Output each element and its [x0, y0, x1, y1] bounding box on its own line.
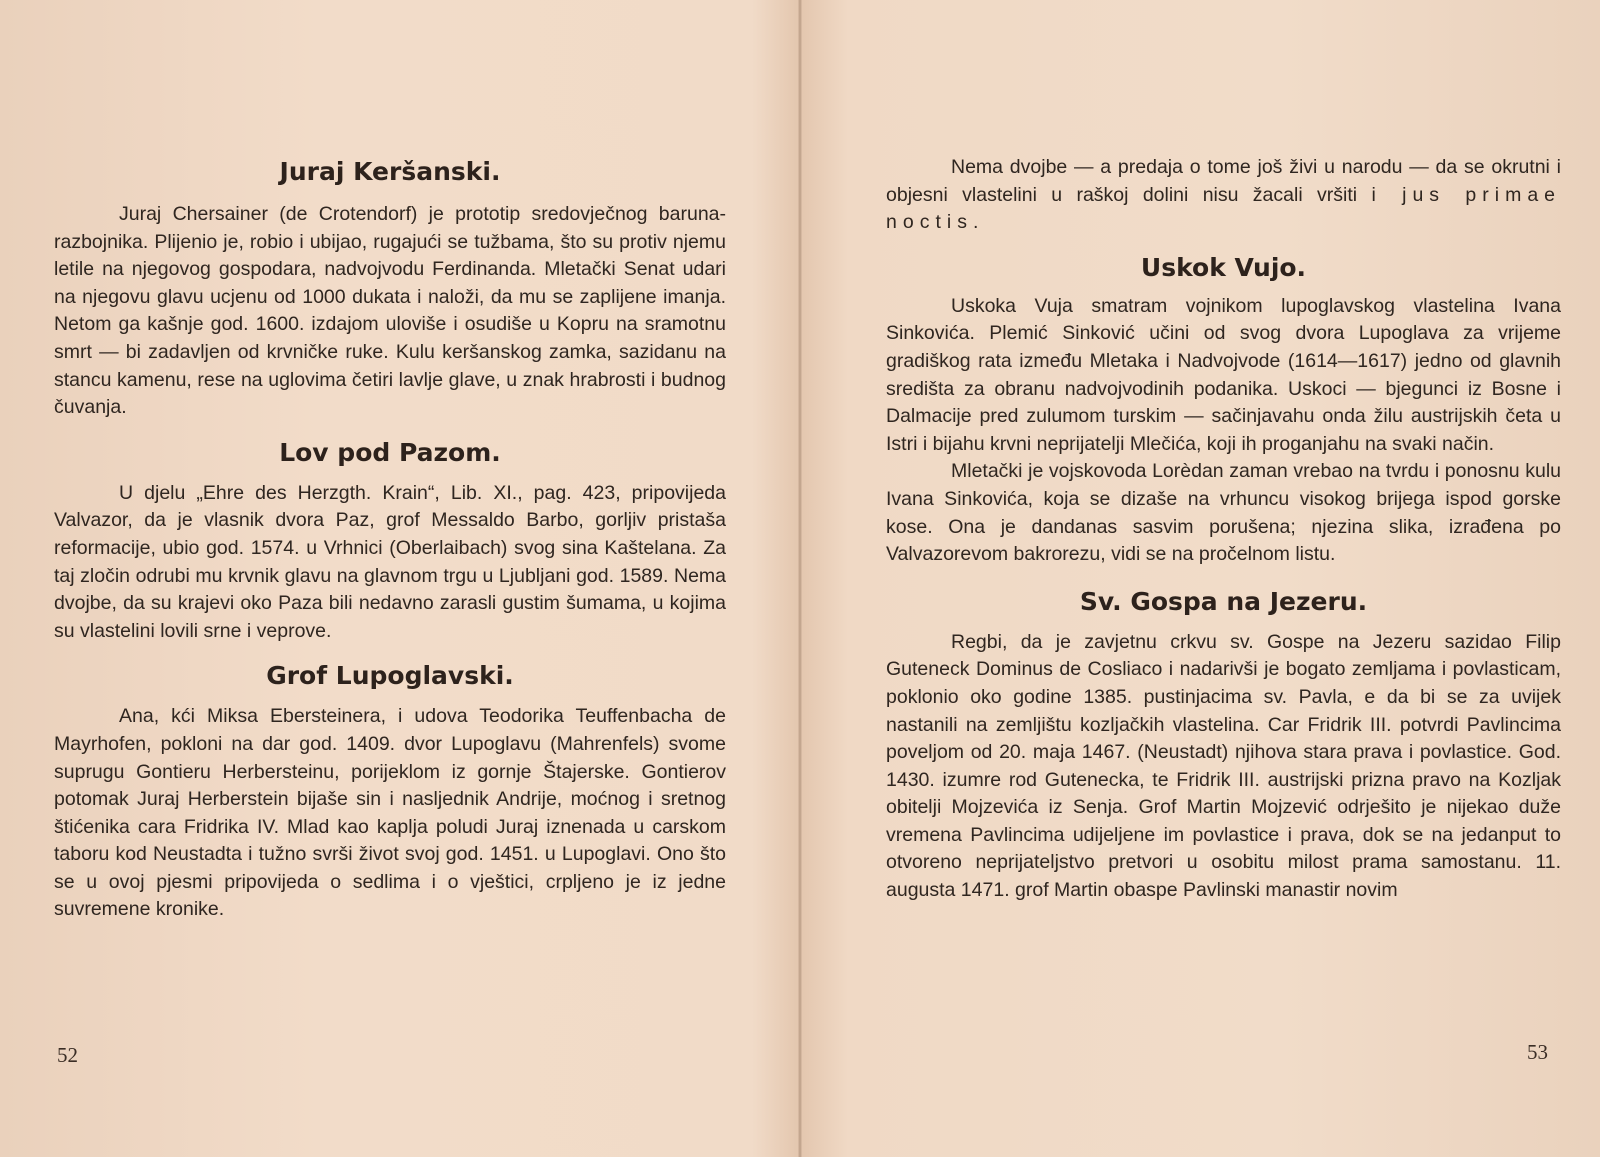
section-title-sv-gospa-na-jezeru: Sv. Gospa na Jezeru.: [1079, 586, 1368, 616]
paragraph: Mletački je vojskovoda Lorèdan zaman vrebao na tvrdu i ponosnu kulu Ivana Sinkovića, koja se dizaše na vrhuncu visokog brijega ispod gorske kose. Ona je dandanas sasvim porušena; njezina slika, izrađena po Valvazorevom bakrorezu, vidi se na pročelnom listu.: [886, 460, 1561, 566]
right-page: [886, 0, 1561, 1157]
page-number-left: 52: [57, 1043, 78, 1067]
section-title-grof-lupoglavski: Grof Lupoglavski.: [266, 661, 514, 691]
paragraph: Uskoka Vuja smatram vojnikom lupoglavskog vlastelina Ivana Sinkovića. Plemić Sinković učini od svog dvora Lupoglava za vrijeme gradiškog rata između Mletaka i Nadvojvode (1614—1617) jedno od glavnih središta za obranu nadvojvodinih podanika. Uskoci — bjegunci iz Bosne i Dalmacije pred zulumom turskim — sačinjavahu onda žilu austrijskih četa u Istri i bijahu krvni neprijatelji Mlečića, koji ih proganjahu na svaki način.: [886, 294, 1561, 455]
page-number-right: 53: [1527, 1040, 1548, 1064]
intro-paragraph: [886, 154, 1561, 237]
paragraph: Ana, kći Miksa Ebersteinera, i udova Teodorika Teuffenbacha de Mayrhofen, pokloni na dar god. 1409. dvor Lupoglavu (Mahrenfels) svome suprugu Gontieru Herbersteinu, porijeklom iz gornje Štajerske. Gontierov potomak Juraj Herberstein bijaše sin i nasljednik Andrije, moćnog i sretnog štićenika cara Fridrika IV. Mlad kao kaplja poludi Juraj iznenada u carskom taboru kod Neustadta i tužno svrši život svoj god. 1451. u Lupoglavi. Ono što se u ovoj pjesmi pripovijeda o sedlima i o vještici, crpljeno je iz jedne suvremene kronike.: [54, 705, 726, 921]
left-page: [54, 0, 726, 1157]
intro-emphasis: i jus primae noctis.: [886, 183, 1562, 234]
paragraph: Regbi, da je zavjetnu crkvu sv. Gospe na Jezeru sazidao Filip Guteneck Dominus de Cosliaco i nadarivši je bogato zemljama i povlasticam, poklonio oko godine 1385. pustinjacima sv. Pavla, e da bi se za uvijek nastanili na zemljištu kozljačkih vlastelina. Car Fridrik III. potvrdi Pavlincima poveljom od 20. maja 1467. (Neustadt) njihova stara prava i povlastice. God. 1430. izumre rod Gutenecka, te Fridrik III. austrijski prizna pravo na Kozljak obitelji Mojzevića iz Senja. Grof Martin Mojzević odrješito je nijekao duže vremena Pavlincima udijeljene im povlastice i prava, dok se na jedanput to otvoreno neprijateljstvo pretvori u osobitu milost prama samostanu. 11. augusta 1471. grof Martin obaspe Pavlinski manastir novim: [886, 630, 1561, 902]
section-title-uskok-vujo: Uskok Vujo.: [1140, 252, 1307, 282]
intro-text: Nema dvojbe — a predaja o tome još živi u narodu — da se okrutni i objesni vlastelini u raškoj dolini nisu žacali vršiti: [886, 156, 1561, 206]
section-title-jurak-kersanski: Juraj Keršanski.: [279, 157, 501, 186]
paragraph: U djelu „Ehre des Herzgth. Krain“, Lib. XI., pag. 423, pripovijeda Valvazor, da je vlasnik dvora Paz, grof Messaldo Barbo, gorljiv pristaša reformacije, ubio god. 1574. u Vrhnici (Oberlaibach) svog sina Kaštelana. Za taj zločin odrubi mu krvnik glavu na glavnom trgu u Ljubljani god. 1589. Nema dvojbe, da su krajevi oko Paza bili nedavno zarasli gustim šumama, u kojima su vlastelini lovili srne i veprove.: [54, 481, 726, 642]
paragraph: Juraj Chersainer (de Crotendorf) je prototip sredovječnog baruna-razbojnika. Plijenio je, robio i ubijao, rugajući se tužbama, što su protiv njemu letile na njegovog gospodara, nadvojvodu Ferdinanda. Mletački Senat udari na njegovu glavu ucjenu od 1000 dukata i naloži, da mu se zaplijene imanja. Netom ga kašnje god. 1600. izdajom uloviše i osudiše u Kopru na sramotnu smrt — bi zadavljen od krvničke ruke. Kulu keršanskog zamka, sazidanu na stancu kamenu, rese na uglovima četiri lavlje glave, u znak hrabrosti i budnog čuvanja.: [54, 203, 726, 419]
section-title-lov-pod-pazom: Lov pod Pazom.: [279, 437, 501, 467]
book-gutter: [798, 0, 802, 1157]
